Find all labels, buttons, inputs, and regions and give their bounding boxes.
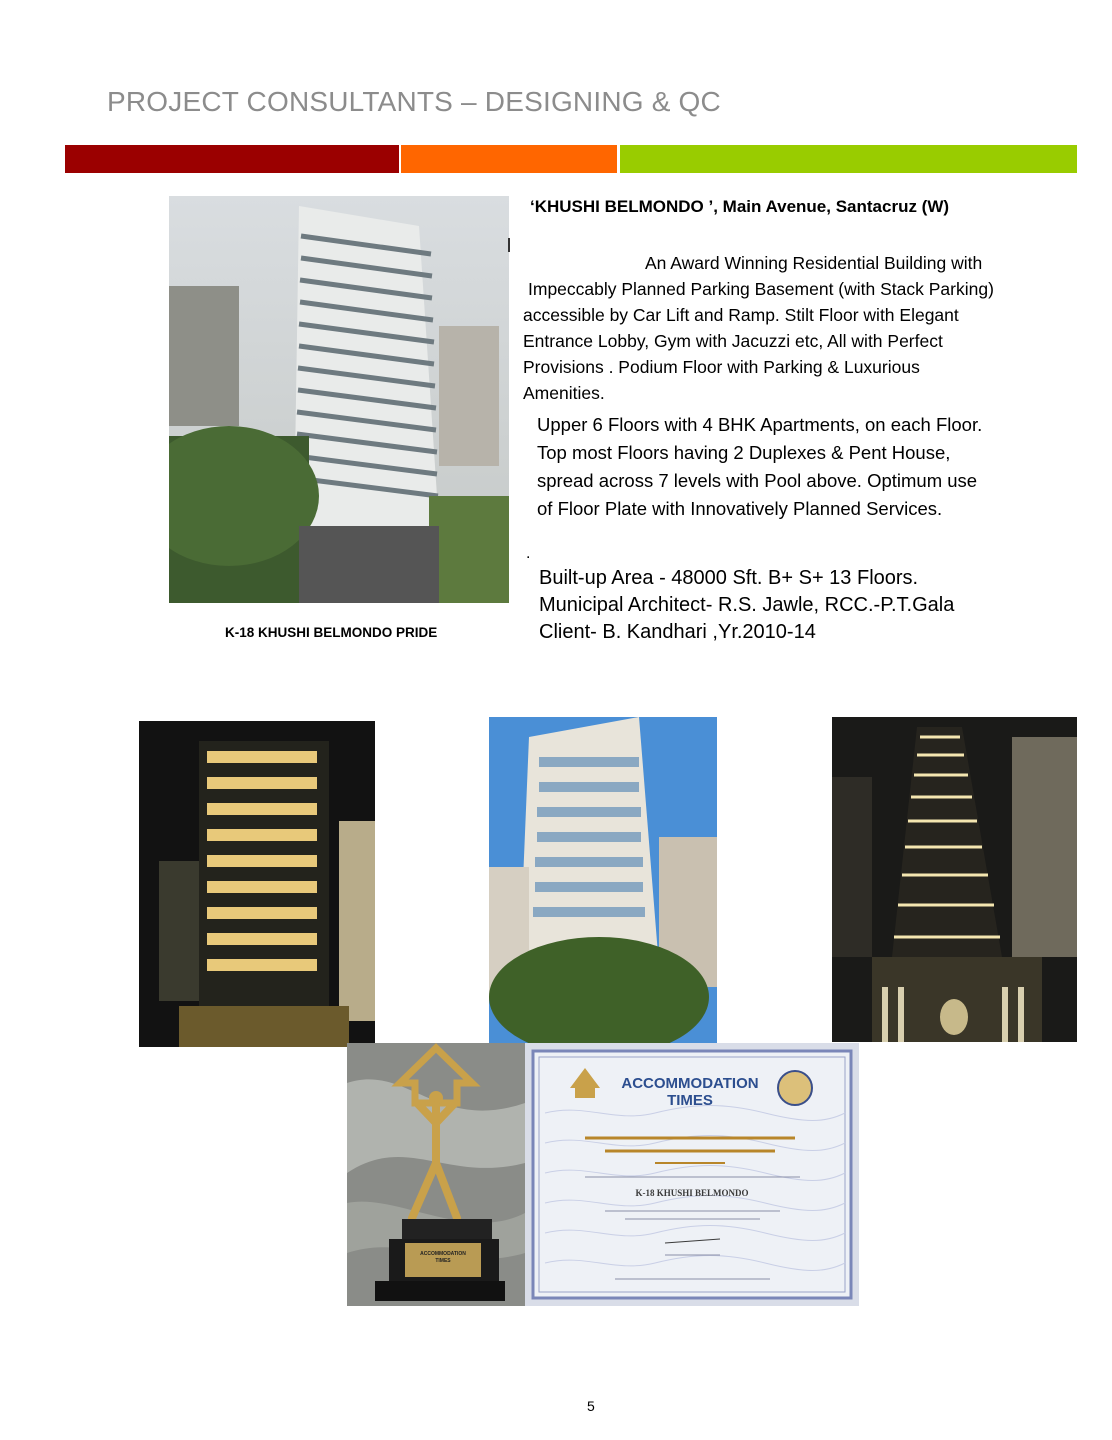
- header-bar-red: [65, 145, 399, 173]
- description2-line-1: Upper 6 Floors with 4 BHK Apartments, on each Floor.: [537, 414, 983, 435]
- fact-built-up-area: Built-up Area - 48000 Sft. B+ S+ 13 Floors.: [539, 567, 919, 589]
- page-heading: PROJECT CONSULTANTS – DESIGNING & QC: [107, 86, 721, 117]
- header-bar-orange: [401, 145, 617, 173]
- plaque-line-2: TIMES: [435, 1258, 451, 1264]
- night-building-photo-left: [139, 721, 375, 1047]
- description-line-2: Impeccably Planned Parking Basement (with Stack Parking): [528, 279, 994, 299]
- fact-architect: Municipal Architect- R.S. Jawle, RCC.-P.T.Gala: [539, 594, 955, 616]
- fact-client: Client- B. Kandhari ,Yr.2010-14: [539, 621, 816, 643]
- award-trophy-photo: [347, 1043, 525, 1306]
- certificate-award-title: K-18 KHUSHI BELMONDO: [635, 1188, 749, 1198]
- description-block-2: [537, 411, 982, 523]
- description2-line-4: of Floor Plate with Innovatively Planned Services.: [537, 498, 943, 519]
- description-line-1: An Award Winning Residential Building with: [645, 253, 983, 273]
- photo-caption: K-18 KHUSHI BELMONDO PRIDE: [225, 625, 438, 640]
- description2-line-2: Top most Floors having 2 Duplexes & Pent House,: [537, 442, 951, 463]
- separator-dot: .: [526, 545, 531, 562]
- page-number: 5: [587, 1398, 595, 1414]
- text-cursor-mark: [508, 238, 510, 252]
- night-building-photo-right: [832, 717, 1077, 1042]
- award-certificate-photo: [525, 1043, 859, 1306]
- day-building-photo-middle: [489, 717, 717, 1043]
- description-line-4: Entrance Lobby, Gym with Jacuzzi etc, All with Perfect: [523, 331, 943, 351]
- header-bar-green: [620, 145, 1077, 173]
- certificate-publication-line-2: TIMES: [667, 1092, 713, 1109]
- description-line-6: Amenities.: [523, 383, 605, 403]
- description-line-3: accessible by Car Lift and Ramp. Stilt Floor with Elegant: [523, 305, 959, 325]
- project-facts: [539, 565, 954, 646]
- description-line-5: Provisions . Podium Floor with Parking & Luxurious: [523, 357, 920, 377]
- main-building-photo: [169, 196, 509, 603]
- plaque-line-1: ACCOMMODATION: [420, 1251, 466, 1257]
- description2-line-3: spread across 7 levels with Pool above. Optimum use: [537, 470, 978, 491]
- certificate-publication-line-1: ACCOMMODATION: [621, 1075, 759, 1092]
- project-title: ‘KHUSHI BELMONDO ’, Main Avenue, Santacruz (W): [530, 197, 950, 216]
